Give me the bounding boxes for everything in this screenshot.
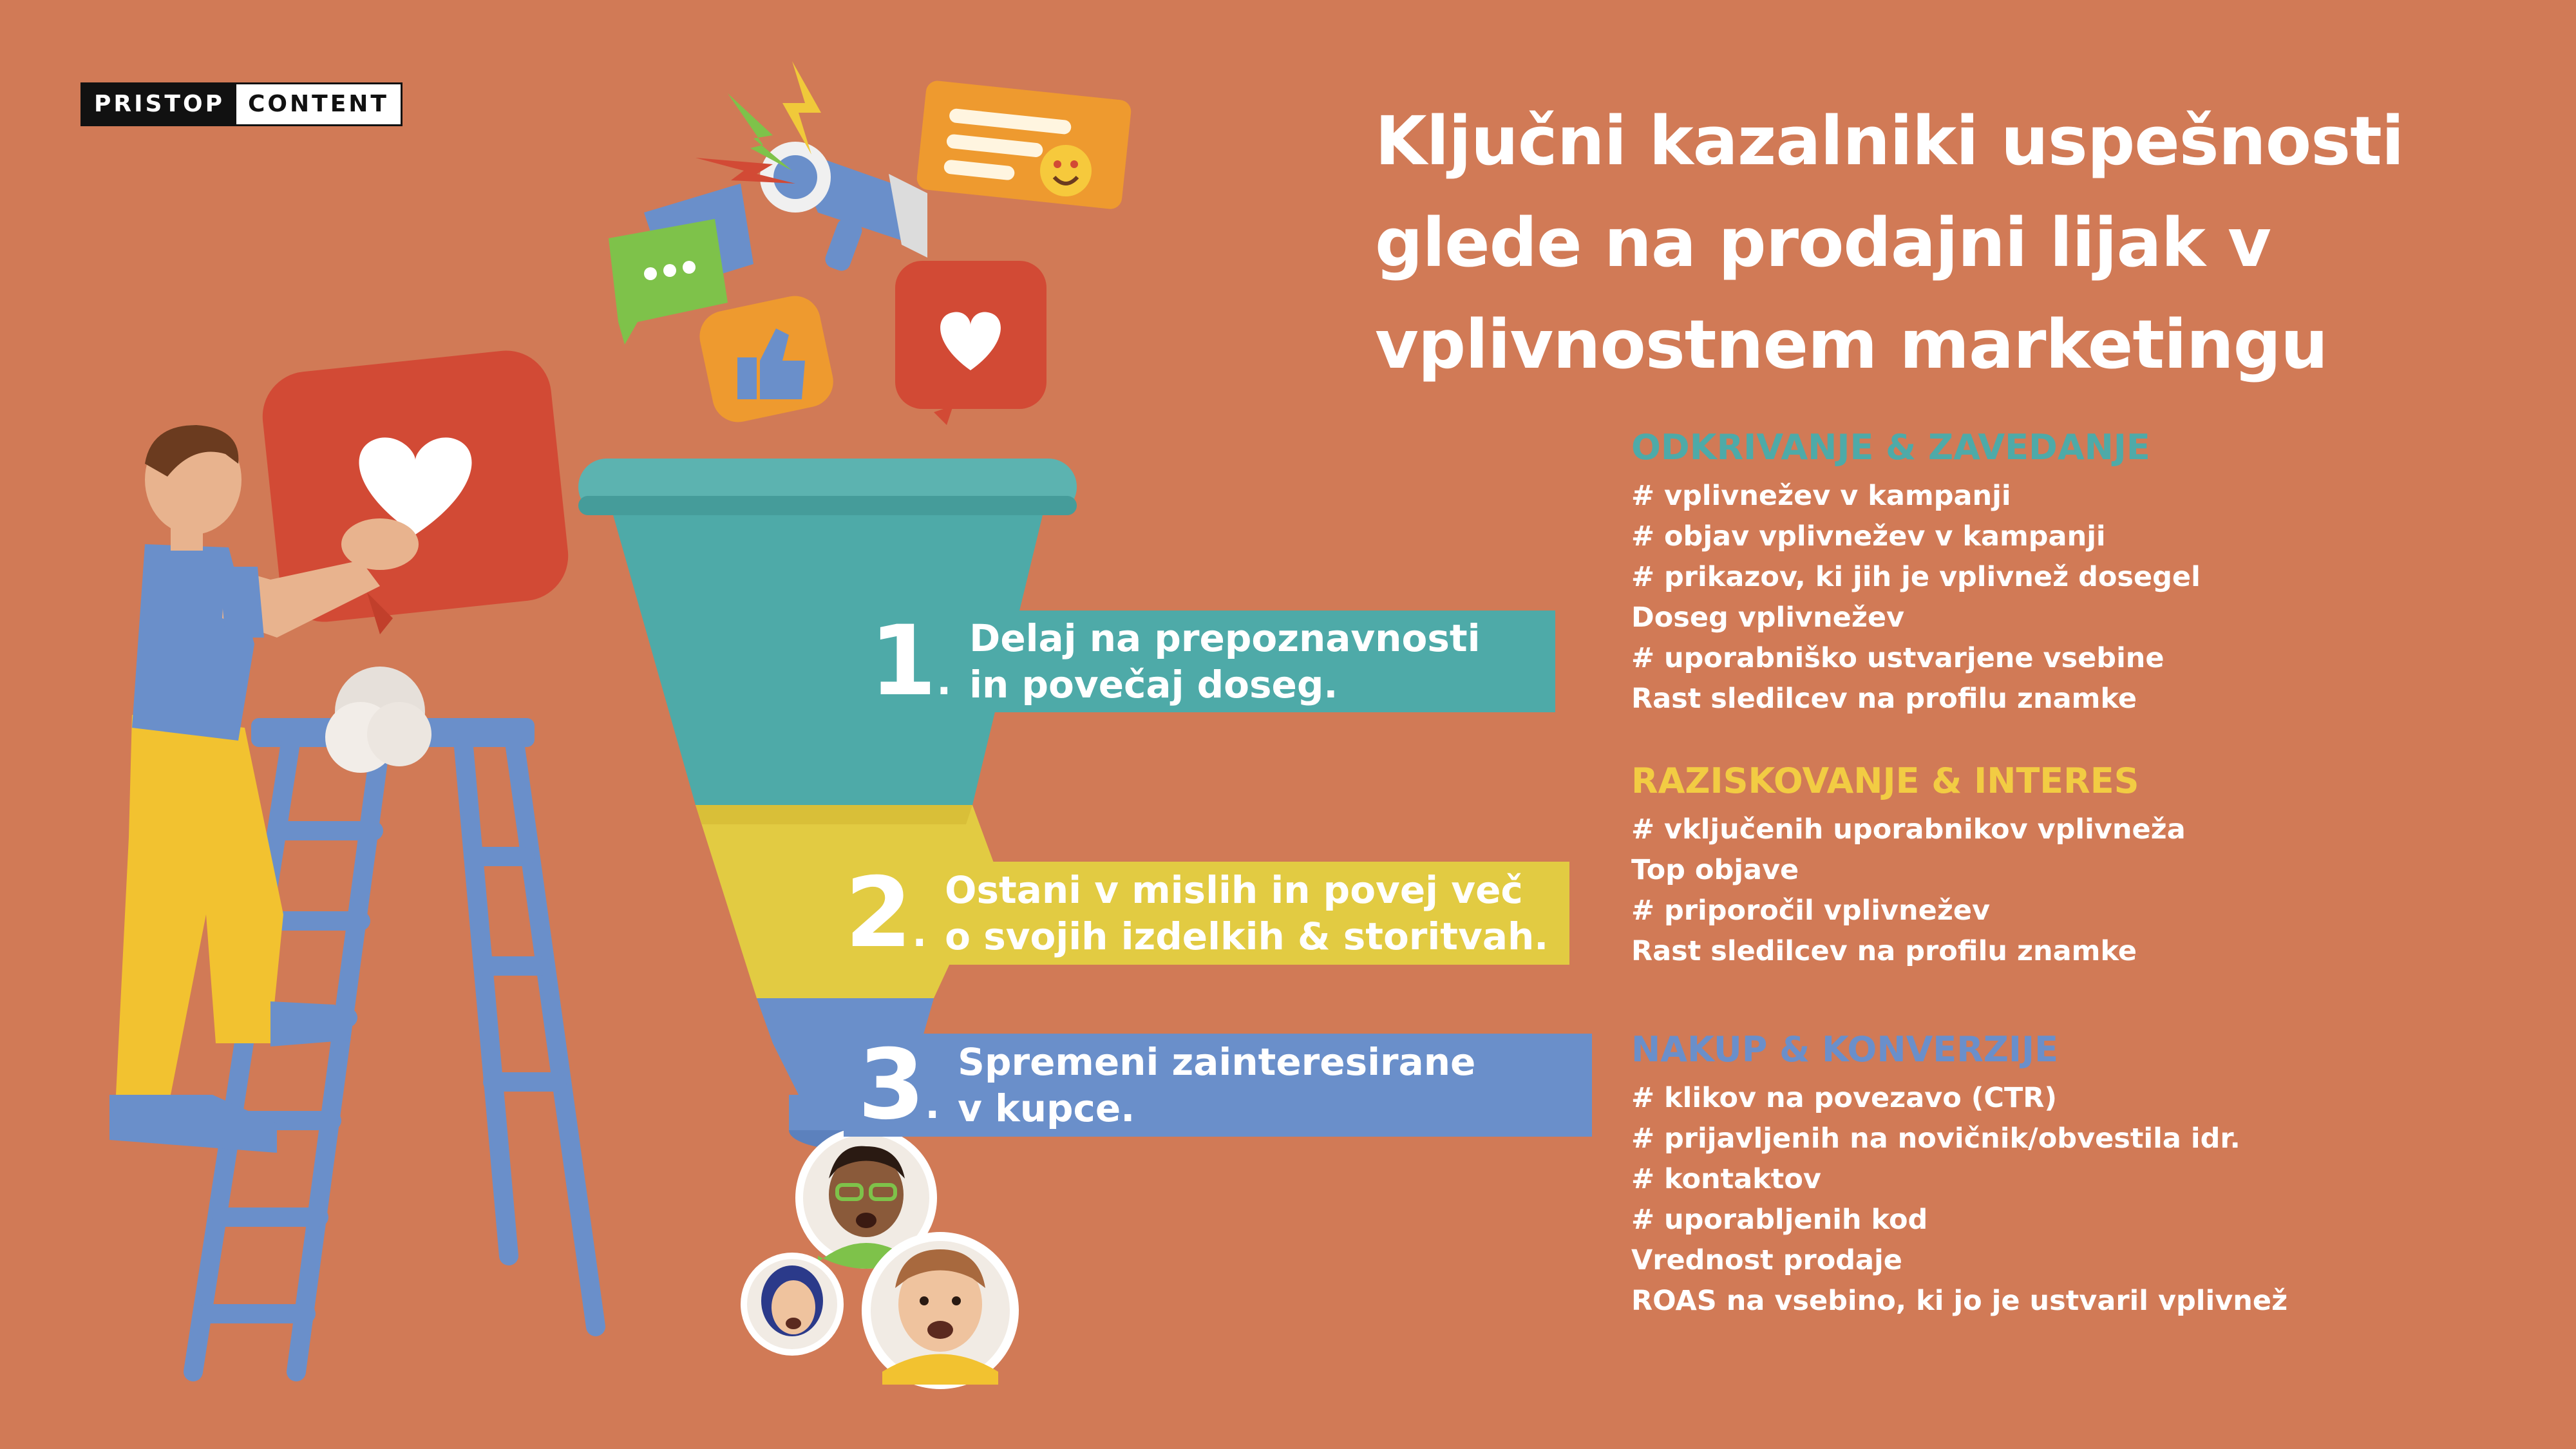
- stage-number: 2.: [845, 857, 927, 969]
- kpi-section-interest: [1631, 755, 2468, 972]
- title-line-2: glede na prodajni lijak v: [1375, 204, 2271, 282]
- kpi-item: # vplivnežev v kampanji: [1631, 480, 2011, 512]
- kpi-item: ROAS na vsebino, ki jo je ustvaril vplivnež: [1631, 1285, 2288, 1317]
- title-line-1: Ključni kazalniki uspešnosti: [1375, 102, 2404, 180]
- kpi-heading: ODKRIVANJE & ZAVEDANJE: [1631, 427, 2150, 468]
- kpi-item: # uporabljenih kod: [1631, 1204, 1928, 1236]
- kpi-item: Top objave: [1631, 854, 1799, 886]
- stage-text: Spremeni zainteresirane v kupce.: [958, 1040, 1476, 1130]
- kpi-item: # vključenih uporabnikov vplivneža: [1631, 813, 2186, 846]
- kpi-item: # klikov na povezavo (CTR): [1631, 1082, 2058, 1114]
- kpi-item: # prijavljenih na novičnik/obvestila idr.: [1631, 1122, 2240, 1155]
- kpi-item: Rast sledilcev na profilu znamke: [1631, 935, 2137, 967]
- stage-text: Ostani v mislih in povej več o svojih izdelkih & storitvah.: [945, 868, 1549, 958]
- avatar-icons: [741, 1127, 1019, 1389]
- kpi-item: # prikazov, ki jih je vplivnež dosegel: [1631, 561, 2201, 593]
- kpi-heading: NAKUP & KONVERZIJE: [1631, 1029, 2059, 1070]
- kpi-item: Rast sledilcev na profilu znamke: [1631, 683, 2137, 715]
- megaphone-icon: [760, 142, 927, 273]
- kpi-item: Vrednost prodaje: [1631, 1244, 1902, 1276]
- stage-number: 1.: [869, 605, 952, 717]
- kpi-list: [1631, 1078, 2468, 1321]
- message-card-icon: [916, 80, 1132, 211]
- funnel-stage-3: [844, 1029, 1592, 1141]
- kpi-list: [1631, 476, 2468, 719]
- kpi-item: # objav vplivnežev v kampanji: [1631, 520, 2106, 553]
- kpi-heading: RAZISKOVANJE & INTERES: [1631, 761, 2139, 801]
- kpi-item: Doseg vplivnežev: [1631, 601, 1905, 634]
- like-thumb-icon: [695, 291, 838, 427]
- kpi-item: # kontaktov: [1631, 1163, 1821, 1195]
- kpi-section-conversion: [1631, 1024, 2468, 1321]
- funnel-stage-2: [831, 857, 1569, 969]
- title-line-3: vplivnostnem marketingu: [1375, 305, 2328, 384]
- kpi-section-awareness: [1631, 422, 2468, 719]
- logo-part-2: CONTENT: [236, 84, 401, 124]
- logo-part-1: PRISTOP: [82, 84, 236, 124]
- kpi-item: # priporočil vplivnežev: [1631, 895, 1991, 927]
- brand-logo: [80, 82, 402, 126]
- lightning-icon: [782, 61, 821, 155]
- stage-number: 3.: [858, 1029, 940, 1141]
- kpi-item: # uporabniško ustvarjene vsebine: [1631, 642, 2164, 674]
- funnel-stage-1: [853, 605, 1555, 717]
- stage-text: Delaj na prepoznavnosti in povečaj doseg.: [969, 616, 1481, 706]
- heart-reaction-icon: [895, 261, 1046, 425]
- kpi-list: [1631, 810, 2468, 972]
- page-title: [1375, 90, 2534, 395]
- cloud-puff: [325, 667, 431, 773]
